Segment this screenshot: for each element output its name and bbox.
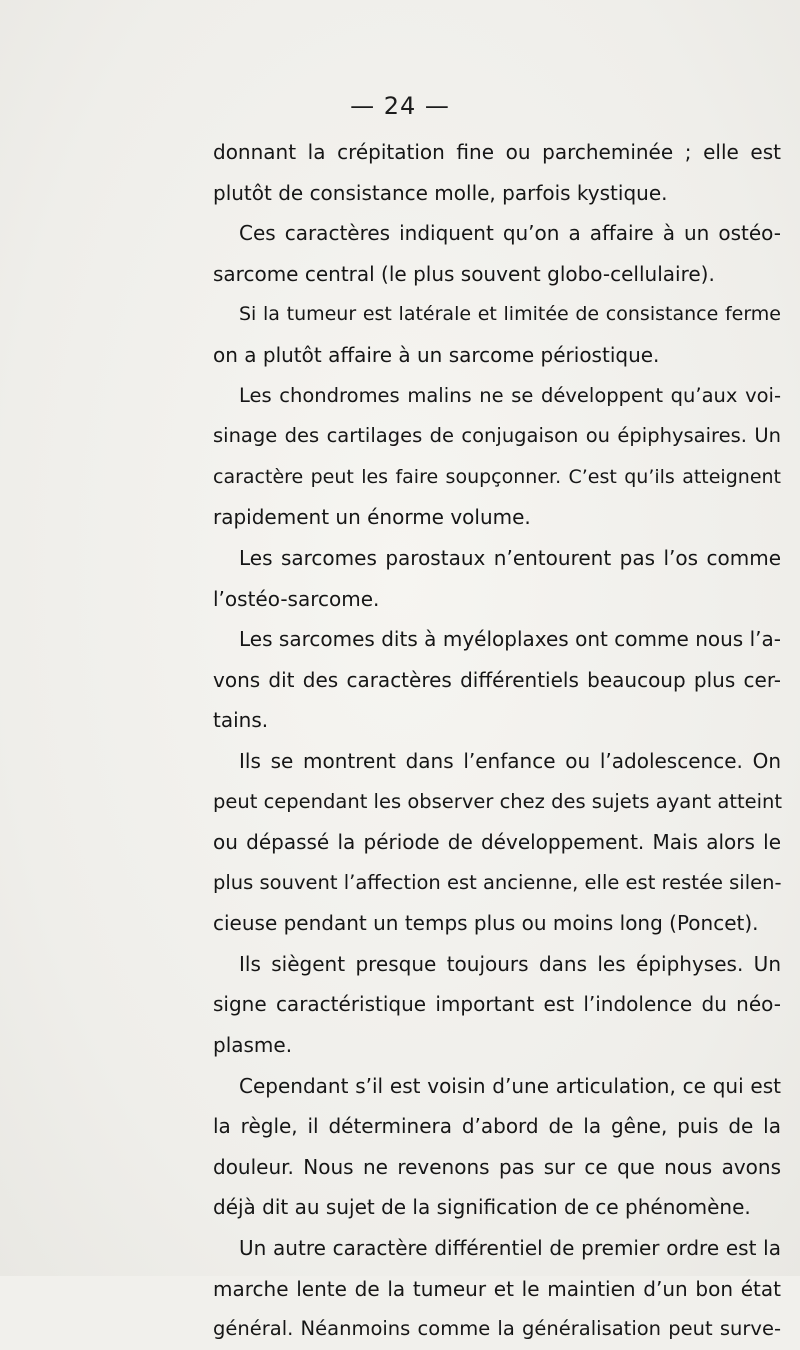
text-line: rapidement un énorme volume. [213,505,531,530]
text-line: Ils se montrent dans l’enfance ou l’adolescence. On [239,748,781,773]
page-number: — 24 — [350,92,450,120]
text-line: signe caractéristique important est l’indolence du néo- [213,992,781,1017]
text-line: ou dépassé la période de développement. Mais alors le [213,830,781,855]
text-line: Les sarcomes dits à myéloplaxes ont comme nous l’a- [239,627,781,652]
text-line: cieuse pendant un temps plus ou moins long (Poncet). [213,911,759,936]
text-line: plutôt de consistance molle, parfois kystique. [213,180,668,205]
text-line: sinage des cartilages de conjugaison ou épiphysaires. Un [213,424,781,448]
body-text [213,132,781,1350]
text-line: caractère peut les faire soupçonner. C’est qu’ils atteignent [213,465,781,488]
text-line: Ces caractères indiquent qu’on a affaire à un ostéo- [239,221,781,246]
text-line: on a plutôt affaire à un sarcome périostique. [213,342,660,367]
text-line: Un autre caractère différentiel de premier ordre est la [239,1236,781,1261]
text-line: Les chondromes malins ne se développent qu’aux voi- [239,383,781,407]
text-line: général. Néanmoins comme la généralisation peut surve- [213,1317,781,1341]
text-line: Cependant s’il est voisin d’une articulation, ce qui est [239,1073,781,1098]
text-line: plasme. [213,1033,293,1058]
text-line: plus souvent l’affection est ancienne, elle est restée silen- [213,870,782,894]
text-line: sarcome central (le plus souvent globo-cellulaire). [213,261,715,286]
text-line: douleur. Nous ne revenons pas sur ce que nous avons [213,1154,781,1179]
text-line: Les sarcomes parostaux n’entourent pas l’os comme [239,545,781,570]
text-line: peut cependant les observer chez des sujets ayant atteint [213,789,783,813]
text-line: donnant la crépitation fine ou parcheminée ; elle est [213,140,781,164]
text-line: Si la tumeur est latérale et limitée de consistance ferme [239,303,781,326]
text-line: déjà dit au sujet de la signification de ce phénomène. [213,1195,751,1220]
text-line: tains. [213,708,269,733]
text-line: l’ostéo-sarcome. [213,586,380,611]
text-line: vons dit des caractères différentiels beaucoup plus cer- [213,667,781,692]
text-line: marche lente de la tumeur et le maintien d’un bon état [213,1276,781,1301]
text-line: Ils siègent presque toujours dans les épiphyses. Un [239,951,781,976]
text-line: la règle, il déterminera d’abord de la gêne, puis de la [213,1114,781,1139]
